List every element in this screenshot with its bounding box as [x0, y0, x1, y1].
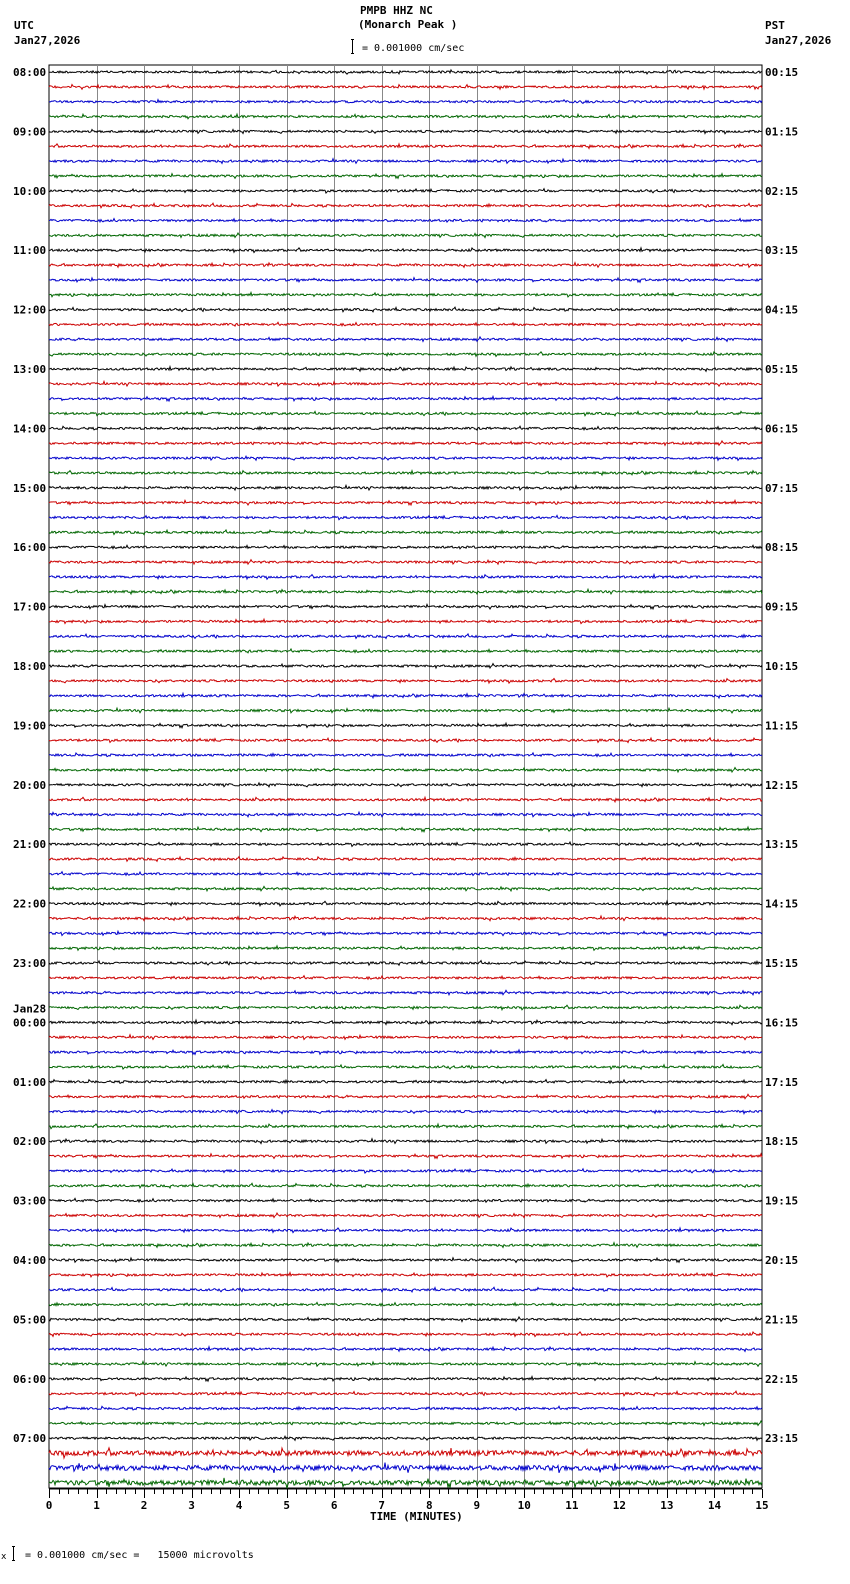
seismic-trace: [49, 426, 762, 430]
seismic-trace: [49, 589, 762, 594]
x-tick-label: 14: [707, 1499, 722, 1512]
footer-marker: x: [1, 1552, 7, 1562]
seismic-trace: [49, 515, 762, 519]
utc-date-label: Jan27,2026: [14, 34, 81, 47]
seismic-trace: [49, 203, 762, 208]
pst-hour-label: 23:15: [765, 1432, 799, 1446]
seismic-trace: [49, 367, 762, 372]
seismic-trace: [49, 1124, 762, 1129]
site-title: (Monarch Peak ): [358, 18, 458, 31]
seismic-trace: [49, 1094, 762, 1098]
seismic-trace: [49, 70, 762, 74]
seismic-trace: [49, 901, 762, 906]
utc-hour-label: 13:00: [13, 363, 47, 376]
x-axis-label: TIME (MINUTES): [370, 1510, 463, 1523]
scale-text: = 0.001000 cm/sec: [362, 43, 465, 54]
seismic-trace: [49, 545, 762, 549]
x-tick-label: 15: [755, 1499, 769, 1512]
seismic-trace: [49, 1005, 762, 1010]
x-tick-label: 3: [188, 1499, 195, 1512]
seismic-trace: [49, 1198, 762, 1202]
seismic-trace: [49, 1448, 762, 1458]
seismic-trace: [49, 1020, 762, 1025]
seismic-trace: [49, 1065, 762, 1070]
seismic-trace: [49, 485, 762, 490]
seismic-trace: [49, 293, 762, 297]
pst-hour-label: 20:15: [765, 1254, 799, 1267]
seismic-trace: [49, 1169, 762, 1173]
seismic-trace: [49, 976, 762, 980]
utc-hour-label: 07:00: [13, 1432, 47, 1446]
seismic-trace: [49, 1243, 762, 1248]
seismic-trace: [49, 931, 762, 936]
seismic-trace: [49, 1183, 762, 1188]
seismic-trace: [49, 278, 762, 283]
utc-hour-label: 02:00: [13, 1135, 47, 1149]
seismic-trace: [49, 604, 762, 609]
x-tick-label: 2: [140, 1499, 148, 1512]
seismic-trace: [49, 307, 762, 312]
seismic-trace: [49, 1436, 762, 1440]
seismic-trace: [49, 1213, 762, 1218]
x-tick-label: 1: [93, 1499, 100, 1512]
pst-hour-label: 09:15: [765, 600, 799, 614]
seismic-trace: [49, 130, 762, 134]
seismic-trace: [49, 322, 762, 326]
pst-hour-label: 04:15: [765, 303, 799, 317]
pst-hour-label: 19:15: [765, 1194, 799, 1208]
pst-hour-label: 11:15: [765, 719, 799, 733]
seismic-trace: [49, 1050, 762, 1055]
seismic-trace: [49, 85, 762, 90]
x-tick-label: 9: [473, 1499, 481, 1512]
seismic-trace: [49, 664, 762, 669]
pst-hour-label: 16:15: [765, 1016, 799, 1030]
seismic-trace: [49, 1139, 762, 1144]
x-tick-label: 0: [45, 1499, 53, 1512]
seismic-trace: [49, 1258, 762, 1263]
seismic-trace: [49, 1154, 762, 1159]
seismic-trace: [49, 1317, 762, 1322]
seismic-trace: [49, 1035, 762, 1040]
seismic-trace: [49, 649, 762, 653]
utc-hour-label: 16:00: [13, 541, 47, 555]
seismic-trace: [49, 189, 762, 193]
seismic-trace: [49, 411, 762, 416]
seismic-trace: [49, 723, 762, 728]
utc-hour-label: 11:00: [13, 244, 47, 258]
seismic-trace: [49, 619, 762, 623]
pst-hour-label: 10:15: [765, 660, 799, 673]
seismic-trace: [49, 857, 762, 862]
seismic-trace: [49, 352, 762, 357]
seismic-trace: [49, 174, 762, 179]
seismic-trace: [49, 961, 762, 966]
pst-hour-label: 05:15: [765, 363, 799, 376]
footer-scale-text: = 0.001000 cm/sec = 15000 microvolts: [25, 1550, 254, 1561]
trace-group: [49, 70, 762, 1488]
seismic-trace: [49, 1110, 762, 1114]
seismic-trace: [49, 946, 762, 950]
pst-hour-label: 12:15: [765, 778, 799, 792]
seismic-trace: [49, 381, 762, 386]
seismic-trace: [49, 1273, 762, 1277]
date-change-label: Jan28: [13, 1002, 47, 1016]
pst-hour-label: 14:15: [765, 897, 799, 911]
time-axis: [46, 1489, 769, 1512]
pst-date-label: Jan27,2026: [765, 34, 832, 47]
seismic-trace: [49, 990, 762, 995]
pst-hour-label: 03:15: [765, 244, 799, 258]
seismic-trace: [49, 1406, 762, 1410]
seismic-trace: [49, 159, 762, 164]
seismic-trace: [49, 1421, 762, 1425]
utc-hour-label: 17:00: [13, 600, 47, 614]
seismic-trace: [49, 708, 762, 713]
utc-hour-label: 03:00: [13, 1194, 47, 1208]
pst-hour-label: 01:15: [765, 125, 799, 139]
utc-hour-label: 21:00: [13, 838, 47, 852]
seismic-trace: [49, 916, 762, 921]
seismic-trace: [49, 100, 762, 104]
seismic-trace: [49, 219, 762, 223]
seismic-trace: [49, 738, 762, 743]
utc-hour-label: 08:00: [13, 66, 47, 79]
seismic-trace: [49, 886, 762, 891]
seismic-trace: [49, 1080, 762, 1084]
x-tick-label: 7: [378, 1499, 386, 1512]
station-title: PMPB HHZ NC: [360, 4, 433, 17]
seismic-trace: [49, 263, 762, 268]
seismic-trace: [49, 1463, 762, 1473]
x-tick-label: 12: [612, 1499, 627, 1512]
pst-zone-label: PST: [765, 19, 785, 32]
utc-hour-label: 09:00: [13, 125, 47, 139]
footer-scale-bar-icon: [12, 1546, 15, 1561]
seismic-trace: [49, 441, 762, 445]
x-tick-label: 8: [425, 1499, 433, 1512]
seismic-trace: [49, 768, 762, 772]
pst-hour-label: 06:15: [765, 422, 799, 436]
pst-hour-label: 07:15: [765, 481, 799, 495]
seismic-trace: [49, 783, 762, 787]
pst-hour-label: 02:15: [765, 184, 799, 198]
x-tick-label: 11: [565, 1499, 579, 1512]
seismic-trace: [49, 560, 762, 565]
pst-hour-label: 13:15: [765, 838, 799, 852]
pst-hour-label: 22:15: [765, 1372, 799, 1386]
x-tick-label: 6: [330, 1499, 338, 1512]
seismic-trace: [49, 471, 762, 476]
utc-hour-label: 05:00: [13, 1313, 47, 1327]
pst-hour-label: 15:15: [765, 957, 799, 970]
utc-hour-label: 20:00: [13, 778, 47, 792]
seismic-trace: [49, 248, 762, 253]
utc-hour-label: 23:00: [13, 957, 47, 970]
seismic-trace: [49, 1302, 762, 1306]
seismic-trace: [49, 1377, 762, 1382]
utc-hour-label: 22:00: [13, 897, 47, 911]
pst-hour-label: 00:15: [765, 66, 799, 79]
seismic-trace: [49, 797, 762, 802]
utc-zone-label: UTC: [14, 19, 34, 32]
seismic-trace: [49, 1287, 762, 1292]
seismic-trace: [49, 827, 762, 832]
seismic-trace: [49, 1332, 762, 1337]
seismic-trace: [49, 500, 762, 505]
seismic-trace: [49, 397, 762, 402]
seismic-trace: [49, 679, 762, 684]
x-tick-label: 13: [660, 1499, 674, 1512]
seismic-trace: [49, 1391, 762, 1396]
seismic-trace: [49, 693, 762, 698]
seismic-trace: [49, 1362, 762, 1367]
seismic-trace: [49, 753, 762, 757]
x-tick-label: 5: [283, 1499, 291, 1512]
utc-hour-label: 12:00: [13, 303, 47, 317]
pst-hour-label: 08:15: [765, 541, 799, 555]
seismic-trace: [49, 233, 762, 238]
seismic-trace: [49, 144, 762, 149]
pst-hour-label: 21:15: [765, 1313, 799, 1327]
seismic-trace: [49, 337, 762, 342]
utc-hour-label: 18:00: [13, 660, 47, 673]
seismic-trace: [49, 530, 762, 535]
seismic-trace: [49, 114, 762, 119]
utc-hour-label: 15:00: [13, 481, 47, 495]
utc-hour-label: 14:00: [13, 422, 47, 436]
seismic-trace: [49, 842, 762, 846]
seismic-trace: [49, 872, 762, 876]
x-tick-label: 4: [235, 1499, 243, 1512]
utc-hour-label: 19:00: [13, 719, 47, 733]
seismic-trace: [49, 1347, 762, 1352]
utc-hour-label: 04:00: [13, 1254, 47, 1267]
seismic-trace: [49, 1478, 762, 1488]
seismic-trace: [49, 1228, 762, 1233]
seismic-trace: [49, 575, 762, 580]
pst-hour-label: 17:15: [765, 1075, 799, 1089]
seismic-trace: [49, 634, 762, 639]
utc-hour-label: 00:00: [13, 1016, 47, 1030]
seismic-trace: [49, 812, 762, 817]
utc-hour-label: 01:00: [13, 1075, 47, 1089]
x-tick-label: 10: [517, 1499, 531, 1512]
utc-hour-label: 06:00: [13, 1372, 47, 1386]
pst-hour-label: 18:15: [765, 1135, 799, 1149]
utc-hour-label: 10:00: [13, 184, 47, 198]
seismic-trace: [49, 456, 762, 460]
